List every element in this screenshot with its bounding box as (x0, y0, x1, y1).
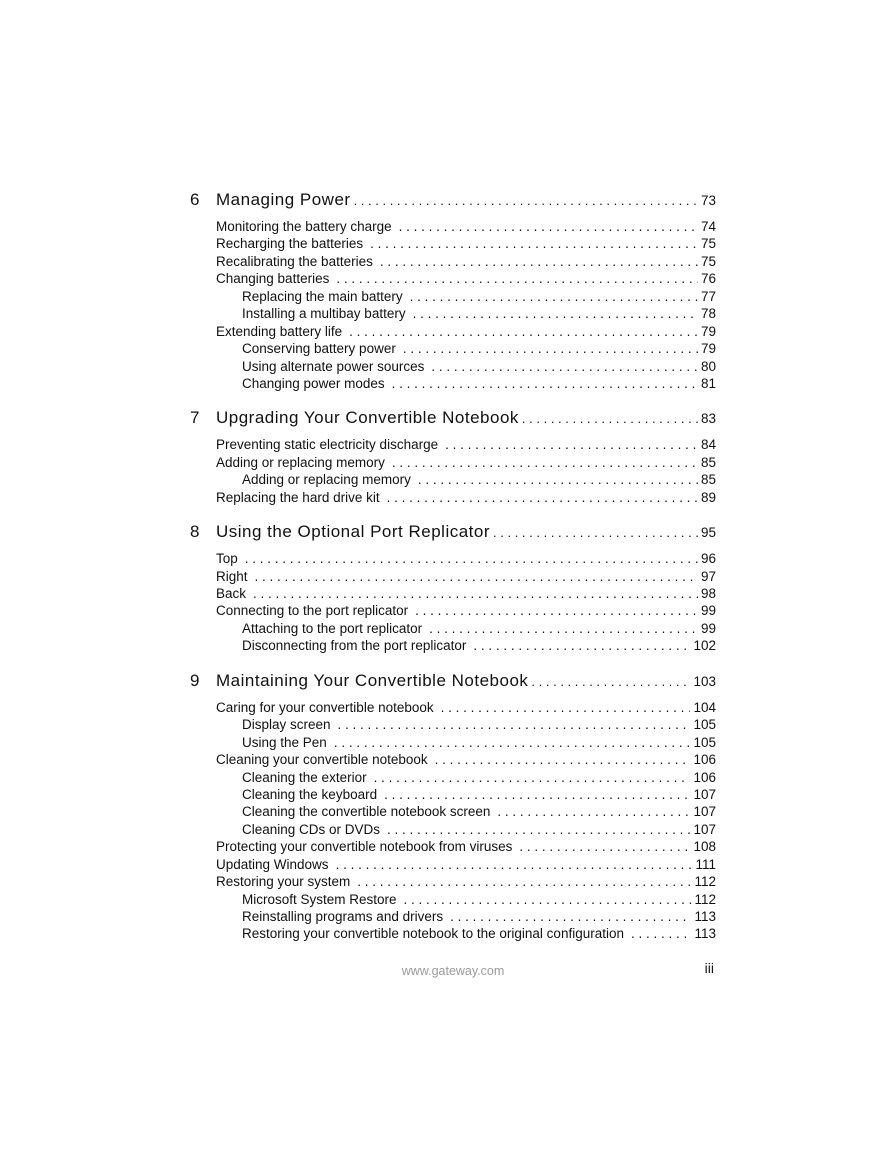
toc-subsection-entry[interactable] (190, 305, 716, 322)
dot-leader (354, 193, 698, 208)
entry-page-number: 98 (700, 586, 716, 601)
entry-page-number: 75 (700, 253, 716, 269)
dot-leader (399, 218, 698, 235)
entry-title: Right (216, 568, 248, 584)
dot-leader (522, 411, 698, 426)
entry-page-number: 112 (694, 891, 716, 907)
entry-page-number: 113 (694, 909, 716, 924)
dot-leader (336, 270, 698, 287)
chapter-block (190, 522, 716, 655)
chapter-block (190, 671, 716, 943)
entry-title: Changing power modes (242, 375, 385, 391)
entry-title: Cleaning your convertible notebook (216, 752, 428, 768)
toc-subsection-entry[interactable] (190, 375, 716, 392)
chapter-heading[interactable] (190, 408, 716, 434)
entry-title: Display screen (242, 717, 331, 733)
toc-section-entry[interactable] (190, 585, 716, 602)
toc-section-entry[interactable] (190, 838, 716, 855)
dot-leader (497, 803, 690, 820)
toc-section-entry[interactable] (190, 602, 716, 619)
entry-title: Protecting your convertible notebook from viruses (216, 839, 513, 855)
dot-leader (413, 305, 698, 322)
entry-page-number: 105 (693, 717, 716, 733)
entry-page-number: 75 (700, 236, 716, 252)
dot-leader (631, 925, 691, 942)
entry-title: Attaching to the port replicator (242, 620, 423, 636)
table-of-contents (190, 190, 716, 959)
dot-leader (338, 716, 691, 733)
chapter-number: 6 (190, 190, 200, 209)
toc-section-entry[interactable] (190, 253, 716, 270)
dot-leader (403, 340, 698, 357)
toc-subsection-entry[interactable] (190, 803, 716, 820)
toc-section-entry[interactable] (190, 323, 716, 340)
chapter-block (190, 408, 716, 506)
dot-leader (392, 375, 698, 392)
dot-leader (493, 525, 698, 540)
toc-subsection-entry[interactable] (190, 925, 716, 942)
chapter-title: Managing Power (216, 190, 351, 209)
chapter-page-number: 95 (700, 525, 716, 541)
entry-page-number: 99 (700, 620, 716, 636)
entry-page-number: 105 (693, 734, 716, 750)
entry-page-number: 79 (700, 323, 716, 339)
entry-title: Caring for your convertible notebook (216, 699, 434, 715)
dot-leader (404, 891, 692, 908)
toc-subsection-entry[interactable] (190, 716, 716, 733)
entry-title: Updating Windows (216, 856, 329, 872)
toc-subsection-entry[interactable] (190, 786, 716, 803)
entry-page-number: 85 (700, 454, 716, 470)
entry-title: Recalibrating the batteries (216, 253, 373, 269)
entry-page-number: 76 (700, 271, 716, 287)
toc-subsection-entry[interactable] (190, 340, 716, 357)
dot-leader (450, 908, 691, 925)
toc-section-entry[interactable] (190, 218, 716, 235)
entry-page-number: 104 (693, 699, 716, 715)
dot-leader (370, 235, 698, 252)
entry-page-number: 79 (700, 341, 716, 357)
entry-page-number: 107 (693, 804, 716, 820)
footer-url: www.gateway.com (401, 964, 505, 978)
toc-section-entry[interactable] (190, 751, 716, 768)
entry-page-number: 81 (700, 375, 716, 391)
chapter-heading[interactable] (190, 190, 716, 216)
entry-title: Using alternate power sources (242, 358, 425, 374)
entry-page-number: 112 (694, 874, 716, 890)
entry-title: Disconnecting from the port replicator (242, 638, 467, 654)
dot-leader (531, 674, 690, 689)
dot-leader (387, 489, 698, 506)
entry-page-number: 102 (693, 638, 716, 654)
toc-section-entry[interactable] (190, 235, 716, 252)
dot-leader (384, 786, 690, 803)
entry-title: Cleaning CDs or DVDs (242, 821, 381, 837)
dot-leader (336, 856, 693, 873)
chapter-title: Upgrading Your Convertible Notebook (216, 408, 519, 428)
toc-subsection-entry[interactable] (190, 358, 716, 375)
entry-title: Monitoring the battery charge (216, 219, 392, 234)
chapter-page-number: 73 (700, 193, 716, 208)
chapter-page-number: 103 (693, 673, 716, 689)
entry-page-number: 113 (694, 926, 716, 942)
entry-title: Replacing the hard drive kit (216, 489, 380, 505)
entry-title: Installing a multibay battery (242, 306, 406, 322)
entry-page-number: 106 (693, 769, 716, 785)
entry-title: Back (216, 586, 247, 601)
entry-page-number: 99 (700, 603, 716, 619)
entry-page-number: 77 (700, 288, 716, 304)
dot-leader (418, 471, 698, 488)
entry-title: Cleaning the keyboard (242, 786, 378, 802)
toc-section-entry[interactable] (190, 550, 716, 567)
toc-subsection-entry[interactable] (190, 734, 716, 751)
entry-title: Restoring your convertible notebook to the original configuration (242, 926, 624, 942)
toc-section-entry[interactable] (190, 568, 716, 585)
entry-page-number: 111 (695, 856, 716, 872)
dot-leader (473, 637, 690, 654)
dot-leader (519, 838, 690, 855)
entry-title: Adding or replacing memory (216, 454, 385, 470)
entry-title: Cleaning the convertible notebook screen (242, 804, 491, 820)
dot-leader (445, 436, 698, 453)
entry-page-number: 96 (700, 551, 716, 567)
entry-page-number: 78 (700, 306, 716, 322)
dot-leader (415, 602, 698, 619)
chapter-number: 7 (190, 408, 200, 428)
entry-title: Adding or replacing memory (242, 472, 411, 488)
toc-section-entry[interactable] (190, 856, 716, 873)
dot-leader (253, 585, 698, 602)
entry-title: Connecting to the port replicator (216, 603, 409, 619)
entry-title: Extending battery life (216, 323, 343, 339)
dot-leader (431, 358, 698, 375)
toc-section-entry[interactable] (190, 454, 716, 471)
dot-leader (429, 620, 698, 637)
entry-title: Changing batteries (216, 271, 330, 287)
entry-title: Cleaning the exterior (242, 769, 367, 785)
chapter-number: 8 (190, 522, 200, 542)
dot-leader (334, 734, 691, 751)
entry-title: Recharging the batteries (216, 236, 364, 252)
entry-title: Restoring your system (216, 874, 351, 890)
entry-page-number: 74 (700, 219, 716, 234)
toc-subsection-entry[interactable] (190, 620, 716, 637)
toc-section-entry[interactable] (190, 270, 716, 287)
toc-subsection-entry[interactable] (190, 471, 716, 488)
entry-title: Replacing the main battery (242, 288, 403, 304)
entry-title: Top (216, 551, 238, 567)
chapter-page-number: 83 (700, 411, 716, 427)
entry-page-number: 85 (700, 472, 716, 488)
dot-leader (441, 699, 691, 716)
chapter-number: 9 (190, 670, 200, 690)
page-footer (190, 960, 716, 980)
entry-title: Microsoft System Restore (242, 891, 397, 907)
toc-subsection-entry[interactable] (190, 769, 716, 786)
chapter-heading[interactable] (190, 522, 716, 548)
toc-subsection-entry[interactable] (190, 891, 716, 908)
dot-leader (380, 253, 698, 270)
toc-section-entry[interactable] (190, 489, 716, 506)
entry-page-number: 106 (693, 752, 716, 768)
dot-leader (255, 568, 698, 585)
dot-leader (435, 751, 691, 768)
toc-section-entry[interactable] (190, 436, 716, 453)
chapter-title: Maintaining Your Convertible Notebook (216, 670, 529, 690)
chapter-title: Using the Optional Port Replicator (216, 522, 491, 542)
toc-subsection-entry[interactable] (190, 637, 716, 654)
toc-subsection-entry[interactable] (190, 288, 716, 305)
entry-page-number: 84 (700, 437, 716, 453)
entry-page-number: 97 (700, 568, 716, 584)
entry-title: Reinstalling programs and drivers (242, 909, 444, 924)
entry-page-number: 108 (693, 839, 716, 855)
dot-leader (410, 288, 698, 305)
chapter-heading[interactable] (190, 671, 716, 697)
entry-title: Using the Pen (242, 734, 327, 750)
entry-title: Conserving battery power (242, 341, 396, 357)
footer-page-number: iii (704, 960, 714, 976)
dot-leader (392, 454, 698, 471)
dot-leader (349, 323, 698, 340)
entry-page-number: 80 (700, 358, 716, 374)
dot-leader (357, 873, 691, 890)
entry-page-number: 89 (700, 489, 716, 505)
entry-page-number: 107 (693, 786, 716, 802)
toc-section-entry[interactable] (190, 873, 716, 890)
dot-leader (387, 821, 690, 838)
entry-page-number: 107 (693, 821, 716, 837)
dot-leader (245, 550, 698, 567)
chapter-block (190, 190, 716, 392)
toc-section-entry[interactable] (190, 699, 716, 716)
entry-title: Preventing static electricity discharge (216, 437, 439, 453)
dot-leader (374, 769, 691, 786)
toc-subsection-entry[interactable] (190, 821, 716, 838)
toc-subsection-entry[interactable] (190, 908, 716, 925)
